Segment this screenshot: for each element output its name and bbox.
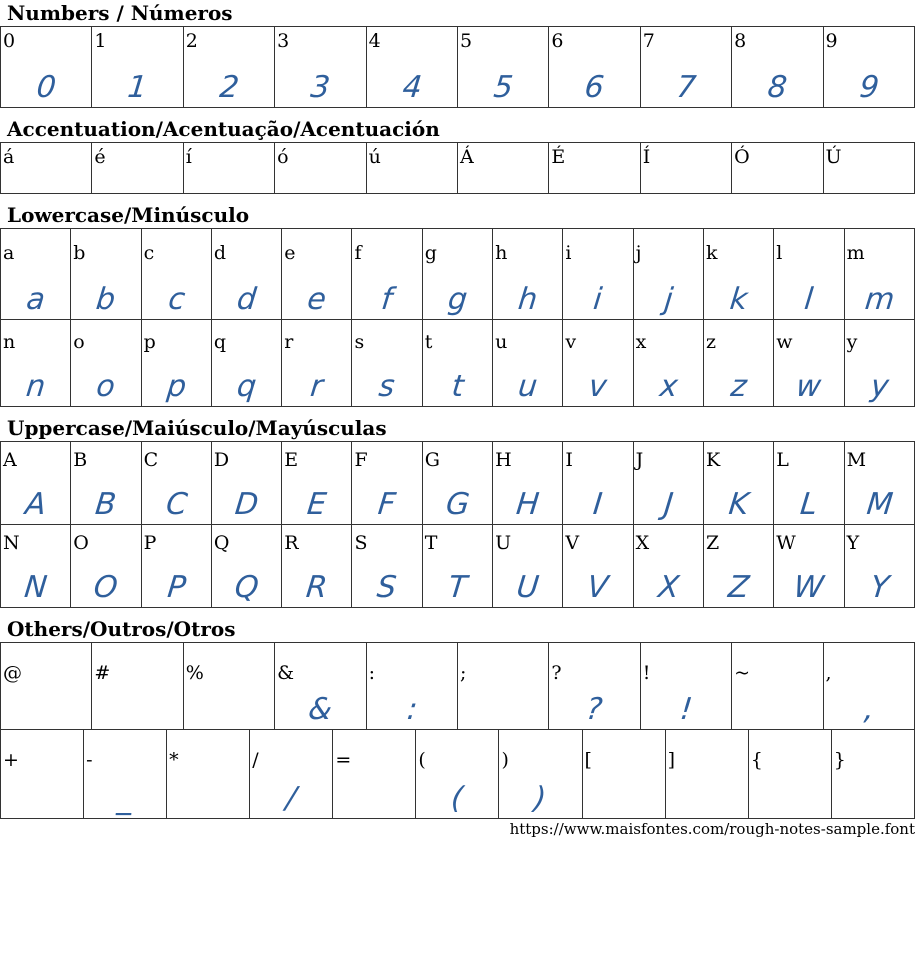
handwritten-glyph: k <box>728 282 750 317</box>
glyph-label: x <box>635 331 647 353</box>
glyph-label: % <box>185 662 204 684</box>
glyph-cell <box>92 143 183 194</box>
handwritten-glyph: e <box>305 282 328 317</box>
handwritten-glyph: ( <box>449 781 466 816</box>
accents-title: Accentuation/Acentuação/Acentuación <box>7 117 440 141</box>
glyph-label: ) <box>501 749 509 771</box>
glyph-cell <box>640 143 731 194</box>
handwritten-glyph: t <box>449 369 466 404</box>
glyph-cell <box>633 525 703 608</box>
handwritten-glyph: Z <box>726 570 751 605</box>
glyph-label: ú <box>368 146 381 168</box>
glyph-label: T <box>424 532 438 554</box>
glyph-label: & <box>277 662 295 684</box>
glyph-label: C <box>143 449 159 471</box>
glyph-cell <box>71 525 141 608</box>
glyph-cell <box>640 643 731 730</box>
glyph-cell <box>831 730 914 819</box>
glyph-cell <box>703 525 773 608</box>
handwritten-glyph: c <box>166 282 187 317</box>
glyph-cell <box>774 442 844 525</box>
numbers-grid <box>0 26 915 108</box>
glyph-cell <box>457 27 548 108</box>
glyph-cell <box>1 442 71 525</box>
glyph-cell <box>352 525 422 608</box>
glyph-cell <box>211 229 281 320</box>
glyph-label: U <box>495 532 512 554</box>
handwritten-glyph: H <box>514 487 541 522</box>
handwritten-glyph: l <box>802 282 815 317</box>
handwritten-glyph: 8 <box>765 70 789 105</box>
glyph-cell <box>1 229 71 320</box>
glyph-label: ? <box>551 662 562 684</box>
glyph-cell <box>84 730 167 819</box>
glyph-label: / <box>252 749 259 771</box>
glyph-label: Y <box>846 532 860 554</box>
glyph-label: é <box>94 146 106 168</box>
glyph-label: J <box>635 449 644 471</box>
lowercase-title: Lowercase/Minúsculo <box>7 203 250 227</box>
handwritten-glyph: 7 <box>674 70 698 105</box>
glyph-label: # <box>94 662 111 684</box>
glyph-label: B <box>73 449 88 471</box>
handwritten-glyph: / <box>284 781 299 816</box>
glyph-label: l <box>776 242 783 264</box>
glyph-label: j <box>635 242 642 264</box>
glyph-label: 7 <box>642 30 655 52</box>
glyph-label: v <box>565 331 577 353</box>
glyph-cell <box>844 320 914 407</box>
glyph-cell <box>549 27 640 108</box>
glyph-cell <box>844 525 914 608</box>
glyph-label: s <box>354 331 365 353</box>
handwritten-glyph: p <box>164 369 188 404</box>
glyph-label: M <box>846 449 867 471</box>
handwritten-glyph: Y <box>868 570 891 605</box>
glyph-label: e <box>284 242 296 264</box>
glyph-label: 5 <box>459 30 473 52</box>
handwritten-glyph: O <box>92 570 120 605</box>
glyph-label: f <box>354 242 362 264</box>
glyph-cell <box>211 320 281 407</box>
glyph-label: E <box>284 449 299 471</box>
glyph-label: 6 <box>551 30 564 52</box>
glyph-cell <box>333 730 416 819</box>
glyph-label: n <box>3 331 16 353</box>
glyph-label: L <box>776 449 789 471</box>
handwritten-glyph: & <box>306 692 334 727</box>
handwritten-glyph: N <box>22 570 49 605</box>
handwritten-glyph: h <box>516 282 540 317</box>
glyph-cell <box>211 525 281 608</box>
glyph-cell <box>92 643 183 730</box>
glyph-label: ~ <box>734 662 751 684</box>
glyph-label: p <box>143 331 156 353</box>
handwritten-glyph: 2 <box>217 70 241 105</box>
handwritten-glyph: K <box>726 487 751 522</box>
handwritten-glyph: 4 <box>400 70 424 105</box>
handwritten-glyph: b <box>94 282 118 317</box>
glyph-label: ó <box>277 146 289 168</box>
glyph-label: O <box>73 532 89 554</box>
handwritten-glyph: u <box>516 369 540 404</box>
glyph-cell <box>844 442 914 525</box>
glyph-label: u <box>495 331 508 353</box>
handwritten-glyph: 5 <box>491 70 515 105</box>
glyph-cell <box>703 229 773 320</box>
glyph-label: , <box>825 662 832 684</box>
glyph-cell <box>582 730 665 819</box>
handwritten-glyph: d <box>235 282 258 317</box>
glyph-label: Í <box>642 146 651 168</box>
handwritten-glyph: J <box>662 487 675 522</box>
glyph-cell <box>352 442 422 525</box>
handwritten-glyph: m <box>862 282 896 317</box>
glyph-label: Ú <box>825 146 842 168</box>
handwritten-glyph: V <box>585 570 611 605</box>
handwritten-glyph: a <box>24 282 47 317</box>
glyph-label: á <box>3 146 15 168</box>
glyph-label: * <box>169 749 179 771</box>
handwritten-glyph: n <box>24 369 48 404</box>
handwritten-glyph: , <box>862 692 876 727</box>
numbers-title: Numbers / Números <box>7 1 233 25</box>
glyph-label: Z <box>705 532 720 554</box>
glyph-label: K <box>705 449 721 471</box>
glyph-label: b <box>73 242 86 264</box>
glyph-cell <box>71 442 141 525</box>
glyph-label: É <box>551 146 566 168</box>
glyph-label: y <box>846 331 858 353</box>
glyph-cell <box>703 442 773 525</box>
glyph-cell <box>167 730 250 819</box>
lowercase-grid <box>0 228 915 407</box>
glyph-label: = <box>335 749 352 771</box>
glyph-label: F <box>354 449 368 471</box>
glyph-cell <box>732 643 823 730</box>
others-grid-row1 <box>0 642 915 730</box>
glyph-cell <box>352 320 422 407</box>
glyph-cell <box>141 229 211 320</box>
handwritten-glyph: r <box>308 369 325 404</box>
handwritten-glyph: g <box>446 282 469 317</box>
handwritten-glyph: q <box>235 369 258 404</box>
glyph-cell <box>563 442 633 525</box>
glyph-cell <box>183 143 274 194</box>
handwritten-glyph: ! <box>678 692 694 727</box>
glyph-cell <box>1 643 92 730</box>
handwritten-glyph: R <box>304 570 330 605</box>
glyph-label: 1 <box>94 30 107 52</box>
handwritten-glyph: I <box>591 487 605 522</box>
glyph-cell <box>282 442 352 525</box>
uppercase-title: Uppercase/Maiúsculo/Mayúsculas <box>7 416 387 440</box>
glyph-cell <box>282 525 352 608</box>
glyph-cell <box>183 643 274 730</box>
glyph-label: Ó <box>734 146 750 168</box>
glyph-cell <box>732 27 823 108</box>
glyph-cell <box>275 643 366 730</box>
glyph-cell <box>1 320 71 407</box>
glyph-cell <box>282 229 352 320</box>
glyph-cell <box>493 442 563 525</box>
glyph-label: } <box>833 749 846 771</box>
glyph-label: - <box>86 749 93 771</box>
glyph-label: A <box>3 449 17 471</box>
handwritten-glyph: L <box>798 487 820 522</box>
glyph-label: W <box>776 532 796 554</box>
glyph-label: k <box>705 242 718 264</box>
glyph-label: N <box>3 532 20 554</box>
handwritten-glyph: w <box>794 369 824 404</box>
handwritten-glyph: 3 <box>309 70 332 105</box>
glyph-cell <box>1 730 84 819</box>
glyph-label: G <box>424 449 440 471</box>
glyph-label: @ <box>3 662 22 684</box>
glyph-cell <box>457 143 548 194</box>
glyph-label: r <box>284 331 294 353</box>
handwritten-glyph: f <box>380 282 395 317</box>
handwritten-glyph: Q <box>232 570 261 605</box>
handwritten-glyph: A <box>23 487 48 522</box>
glyph-label: t <box>424 331 433 353</box>
glyph-label: + <box>3 749 19 771</box>
glyph-cell <box>563 229 633 320</box>
glyph-label: ; <box>459 662 467 684</box>
accents-grid <box>0 142 915 194</box>
glyph-cell <box>366 143 457 194</box>
glyph-cell <box>563 525 633 608</box>
glyph-cell <box>633 229 703 320</box>
glyph-cell <box>1 27 92 108</box>
glyph-label: X <box>635 532 650 554</box>
glyph-label: z <box>705 331 716 353</box>
glyph-label: 8 <box>734 30 747 52</box>
glyph-cell <box>748 730 831 819</box>
glyph-label: o <box>73 331 85 353</box>
handwritten-glyph: z <box>728 369 749 404</box>
glyph-label: Q <box>213 532 230 554</box>
glyph-cell <box>493 320 563 407</box>
handwritten-glyph: C <box>163 487 189 522</box>
handwritten-glyph: F <box>376 487 398 522</box>
handwritten-glyph: v <box>587 369 609 404</box>
uppercase-grid <box>0 441 915 608</box>
glyph-label: m <box>846 242 865 264</box>
handwritten-glyph: 6 <box>583 70 606 105</box>
glyph-cell <box>275 27 366 108</box>
glyph-cell <box>352 229 422 320</box>
glyph-cell <box>640 27 731 108</box>
handwritten-glyph: 9 <box>857 70 881 105</box>
glyph-cell <box>250 730 333 819</box>
handwritten-glyph: G <box>444 487 471 522</box>
glyph-cell <box>71 320 141 407</box>
glyph-cell <box>549 143 640 194</box>
glyph-cell <box>499 730 582 819</box>
glyph-cell <box>774 229 844 320</box>
glyph-label: g <box>424 242 437 264</box>
glyph-cell <box>141 525 211 608</box>
handwritten-glyph: j <box>662 282 675 317</box>
handwritten-glyph: M <box>864 487 895 522</box>
glyph-cell <box>665 730 748 819</box>
glyph-label: i <box>565 242 572 264</box>
glyph-cell <box>366 27 457 108</box>
glyph-label: d <box>213 242 227 264</box>
glyph-cell <box>774 525 844 608</box>
glyph-cell <box>774 320 844 407</box>
glyph-cell <box>275 143 366 194</box>
glyph-cell <box>633 442 703 525</box>
glyph-label: ] <box>667 749 676 771</box>
glyph-cell <box>823 27 914 108</box>
handwritten-glyph: s <box>377 369 397 404</box>
glyph-cell <box>211 442 281 525</box>
handwritten-glyph: _ <box>115 781 135 816</box>
others-grid-row2 <box>0 729 915 819</box>
handwritten-glyph: S <box>375 570 399 605</box>
handwritten-glyph: o <box>94 369 118 404</box>
handwritten-glyph: D <box>233 487 260 522</box>
glyph-cell <box>1 525 71 608</box>
glyph-cell <box>282 320 352 407</box>
handwritten-glyph: E <box>305 487 329 522</box>
glyph-label: 4 <box>368 30 381 52</box>
glyph-cell <box>844 229 914 320</box>
glyph-cell <box>549 643 640 730</box>
glyph-label: í <box>185 146 192 168</box>
glyph-cell <box>422 442 492 525</box>
glyph-cell <box>141 442 211 525</box>
handwritten-glyph: T <box>446 570 469 605</box>
glyph-cell <box>183 27 274 108</box>
glyph-cell <box>92 27 183 108</box>
glyph-cell <box>823 643 914 730</box>
glyph-label: S <box>354 532 368 554</box>
handwritten-glyph: P <box>165 570 188 605</box>
glyph-cell <box>422 525 492 608</box>
glyph-label: I <box>565 449 573 471</box>
glyph-cell <box>493 229 563 320</box>
handwritten-glyph: B <box>93 487 119 522</box>
handwritten-glyph: x <box>657 369 680 404</box>
handwritten-glyph: 0 <box>34 70 58 105</box>
handwritten-glyph: U <box>514 570 541 605</box>
glyph-cell <box>493 525 563 608</box>
glyph-cell <box>823 143 914 194</box>
glyph-cell <box>1 143 92 194</box>
glyph-label: ( <box>418 749 426 771</box>
glyph-cell <box>141 320 211 407</box>
glyph-cell <box>703 320 773 407</box>
glyph-label: w <box>776 331 793 353</box>
glyph-label: { <box>750 749 763 771</box>
glyph-cell <box>422 320 492 407</box>
glyph-cell <box>633 320 703 407</box>
glyph-cell <box>563 320 633 407</box>
glyph-label: ! <box>642 662 651 684</box>
glyph-cell <box>71 229 141 320</box>
handwritten-glyph: y <box>868 369 891 404</box>
glyph-label: H <box>495 449 512 471</box>
glyph-label: P <box>143 532 157 554</box>
glyph-label: 0 <box>3 30 16 52</box>
source-url: https://www.maisfontes.com/rough-notes-sample.font <box>509 820 915 838</box>
glyph-cell <box>416 730 499 819</box>
glyph-label: q <box>213 331 227 353</box>
glyph-label: Á <box>459 146 474 168</box>
handwritten-glyph: ) <box>532 781 549 816</box>
glyph-label: c <box>143 242 155 264</box>
glyph-label: : <box>368 662 375 684</box>
glyph-cell <box>457 643 548 730</box>
others-title: Others/Outros/Otros <box>7 617 236 641</box>
glyph-label: 9 <box>825 30 838 52</box>
glyph-label: a <box>3 242 15 264</box>
glyph-cell <box>366 643 457 730</box>
glyph-label: [ <box>584 749 592 771</box>
handwritten-glyph: ? <box>584 692 605 727</box>
handwritten-glyph: : <box>404 692 419 727</box>
glyph-cell <box>422 229 492 320</box>
glyph-label: R <box>284 532 299 554</box>
handwritten-glyph: W <box>792 570 826 605</box>
glyph-cell <box>732 143 823 194</box>
handwritten-glyph: X <box>656 570 681 605</box>
glyph-label: h <box>495 242 508 264</box>
glyph-label: D <box>213 449 230 471</box>
glyph-label: 3 <box>277 30 290 52</box>
handwritten-glyph: i <box>592 282 605 317</box>
glyph-label: V <box>565 532 580 554</box>
glyph-label: 2 <box>185 30 198 52</box>
handwritten-glyph: 1 <box>126 70 150 105</box>
